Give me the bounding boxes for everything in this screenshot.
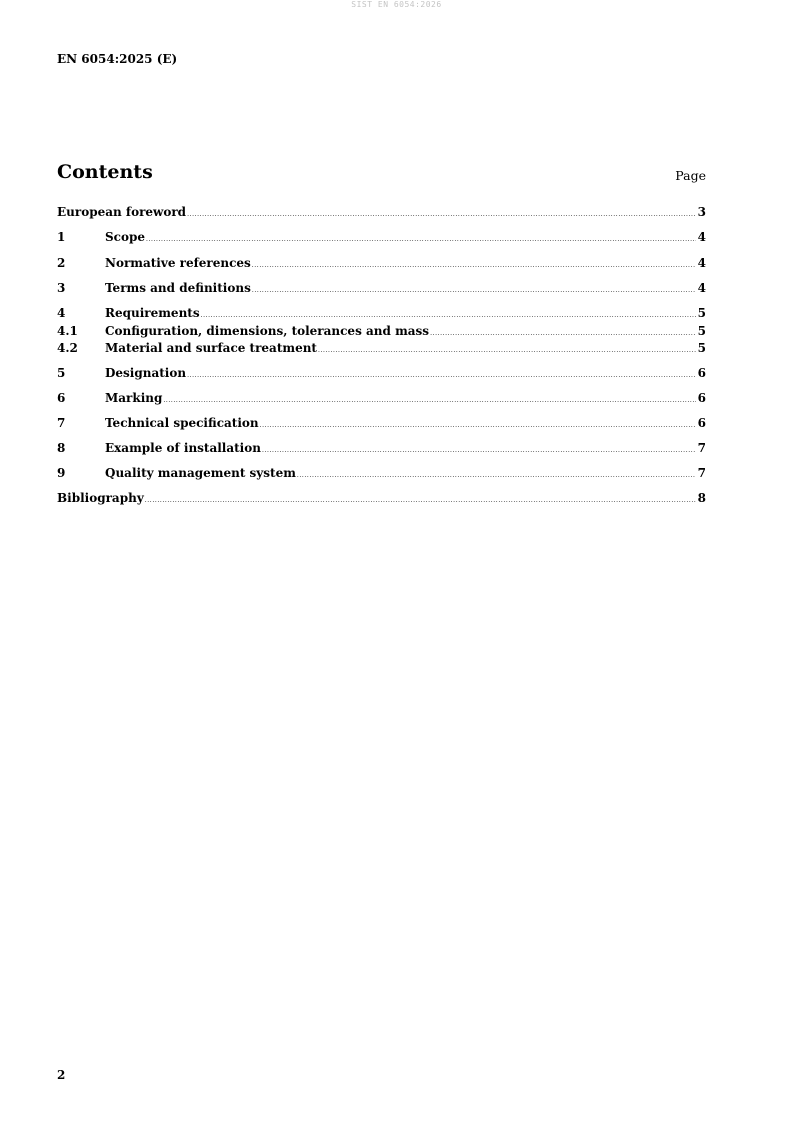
toc-leader-dots bbox=[297, 468, 696, 483]
toc-entry-material[interactable] bbox=[57, 341, 706, 356]
toc-entry-example-installation[interactable] bbox=[57, 441, 706, 456]
toc-leader-dots bbox=[252, 283, 696, 298]
toc-entry-number: 9 bbox=[57, 466, 66, 480]
document-id: EN 6054:2025 (E) bbox=[57, 52, 178, 66]
toc-leader-dots bbox=[163, 393, 695, 408]
toc-entry-page: 4 bbox=[697, 256, 706, 270]
toc-entry-designation[interactable] bbox=[57, 366, 706, 381]
toc-entry-title: Technical specification bbox=[105, 416, 259, 430]
toc-entry-number: 8 bbox=[57, 441, 66, 455]
toc-entry-page: 5 bbox=[697, 306, 706, 320]
toc-entry-scope[interactable] bbox=[57, 230, 706, 245]
toc-entry-title: Terms and definitions bbox=[105, 281, 251, 295]
toc-leader-dots bbox=[262, 443, 696, 458]
watermark-text: SIST EN 6054:2026 bbox=[351, 0, 442, 9]
toc-entry-title: Example of installation bbox=[105, 441, 261, 455]
toc-entry-page: 4 bbox=[697, 230, 706, 244]
toc-leader-dots bbox=[252, 258, 696, 273]
toc-entry-number: 2 bbox=[57, 256, 66, 270]
toc-entry-title: Configuration, dimensions, tolerances and mass bbox=[105, 324, 430, 338]
toc-entry-page: 6 bbox=[697, 391, 706, 405]
toc-entry-number: 1 bbox=[57, 230, 66, 244]
toc-entry-number: 4 bbox=[57, 306, 66, 320]
toc-entry-page: 5 bbox=[697, 324, 706, 338]
toc-entry-page: 7 bbox=[697, 466, 706, 480]
toc-entry-title: European foreword bbox=[57, 205, 187, 219]
toc-leader-dots bbox=[430, 326, 696, 341]
toc-entry-page: 8 bbox=[697, 491, 706, 505]
toc-entry-quality-management[interactable] bbox=[57, 466, 706, 481]
toc-leader-dots bbox=[201, 308, 696, 323]
toc-entry-title: Normative references bbox=[105, 256, 251, 270]
toc-leader-dots bbox=[146, 232, 696, 247]
page-column-label: Page bbox=[675, 168, 706, 183]
toc-entry-number: 4.1 bbox=[57, 324, 78, 338]
toc-entry-title: Bibliography bbox=[57, 491, 144, 505]
toc-entry-page: 3 bbox=[697, 205, 706, 219]
toc-entry-title: Scope bbox=[105, 230, 146, 244]
toc-entry-number: 3 bbox=[57, 281, 66, 295]
toc-entry-number: 7 bbox=[57, 416, 66, 430]
toc-entry-title: Quality management system bbox=[105, 466, 296, 480]
toc-leader-dots bbox=[187, 368, 696, 383]
toc-entry-page: 7 bbox=[697, 441, 706, 455]
toc-entry-page: 5 bbox=[697, 341, 706, 355]
toc-entry-page: 6 bbox=[697, 416, 706, 430]
toc-entry-page: 6 bbox=[697, 366, 706, 380]
contents-heading: Contents bbox=[57, 161, 153, 183]
toc-entry-foreword[interactable] bbox=[57, 205, 706, 220]
toc-leader-dots bbox=[145, 493, 696, 508]
toc-leader-dots bbox=[318, 343, 696, 358]
toc-entry-requirements[interactable] bbox=[57, 306, 706, 321]
footer-page-number: 2 bbox=[57, 1068, 66, 1082]
toc-entry-title: Marking bbox=[105, 391, 163, 405]
toc-entry-title: Material and surface treatment bbox=[105, 341, 317, 355]
toc-entry-number: 4.2 bbox=[57, 341, 78, 355]
toc-entry-page: 4 bbox=[697, 281, 706, 295]
toc-entry-terms-definitions[interactable] bbox=[57, 281, 706, 296]
toc-leader-dots bbox=[187, 207, 696, 222]
toc-entry-title: Designation bbox=[105, 366, 187, 380]
toc-entry-number: 6 bbox=[57, 391, 66, 405]
toc-entry-number: 5 bbox=[57, 366, 66, 380]
toc-entry-marking[interactable] bbox=[57, 391, 706, 406]
toc-entry-normative-references[interactable] bbox=[57, 256, 706, 271]
toc-entry-title: Requirements bbox=[105, 306, 200, 320]
toc-leader-dots bbox=[260, 418, 696, 433]
toc-entry-bibliography[interactable] bbox=[57, 491, 706, 506]
toc-entry-technical-specification[interactable] bbox=[57, 416, 706, 431]
toc-entry-configuration[interactable] bbox=[57, 324, 706, 339]
